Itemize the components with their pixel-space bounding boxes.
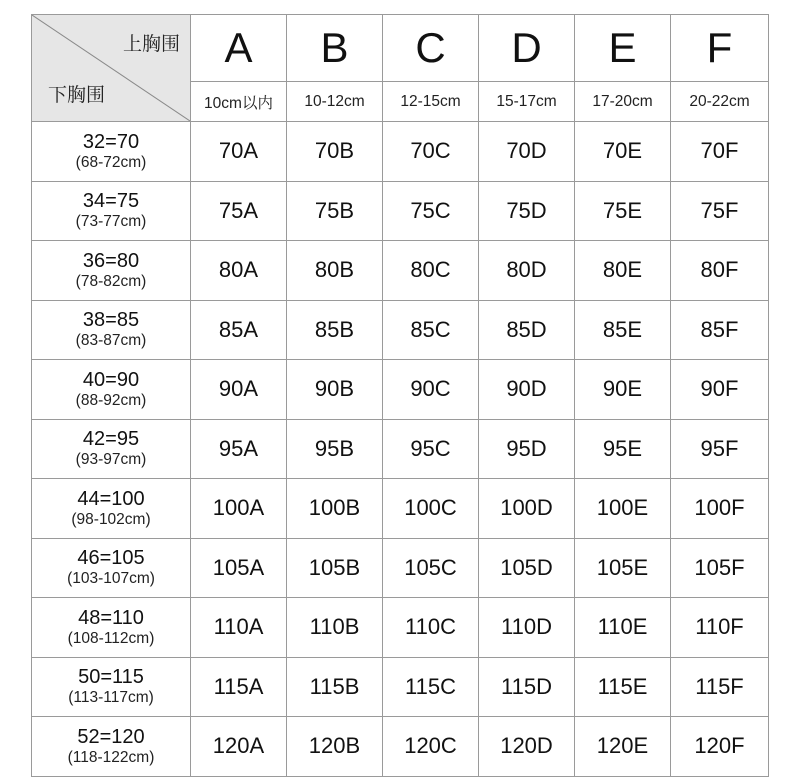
size-cell-e: 105E xyxy=(575,538,671,598)
table-row xyxy=(32,598,769,658)
size-cell-d: 90D xyxy=(479,360,575,420)
size-cell-b: 80B xyxy=(287,241,383,301)
band-cm-range: (98-102cm) xyxy=(71,510,151,528)
size-cell-c: 115C xyxy=(383,657,479,717)
table-row xyxy=(32,300,769,360)
size-cell-e: 90E xyxy=(575,360,671,420)
size-cell-a: 85A xyxy=(191,300,287,360)
band-size-cell xyxy=(32,598,191,658)
table-row xyxy=(32,538,769,598)
band-cm-range: (113-117cm) xyxy=(68,689,154,707)
cup-letter-row xyxy=(32,15,769,82)
table-row xyxy=(32,657,769,717)
band-size-label: 48=110 xyxy=(78,606,144,629)
size-cell-c: 120C xyxy=(383,717,479,777)
table-row xyxy=(32,360,769,420)
size-cell-a: 80A xyxy=(191,241,287,301)
band-size-label: 38=85 xyxy=(82,309,140,332)
band-size-cell xyxy=(32,181,191,241)
band-size-label: 40=90 xyxy=(82,368,140,391)
size-cell-c: 80C xyxy=(383,241,479,301)
size-cell-e: 95E xyxy=(575,419,671,479)
size-cell-e: 120E xyxy=(575,717,671,777)
table-row xyxy=(32,122,769,182)
size-cell-c: 105C xyxy=(383,538,479,598)
size-cell-c: 70C xyxy=(383,122,479,182)
band-size-label: 46=105 xyxy=(77,547,145,570)
size-cell-c: 95C xyxy=(383,419,479,479)
size-cell-e: 110E xyxy=(575,598,671,658)
size-cell-f: 70F xyxy=(671,122,769,182)
band-size-cell xyxy=(32,122,191,182)
size-cell-c: 75C xyxy=(383,181,479,241)
cup-range-e: 17-20cm xyxy=(575,82,671,122)
size-cell-f: 95F xyxy=(671,419,769,479)
band-size-label: 50=115 xyxy=(78,666,144,689)
size-cell-a: 95A xyxy=(191,419,287,479)
band-cm-range: (93-97cm) xyxy=(75,451,147,469)
size-cell-e: 115E xyxy=(575,657,671,717)
band-cm-range: (78-82cm) xyxy=(75,272,147,290)
cup-range-a: 10cm以内 xyxy=(191,82,287,122)
size-cell-b: 90B xyxy=(287,360,383,420)
size-cell-a: 70A xyxy=(191,122,287,182)
table-row xyxy=(32,181,769,241)
size-cell-e: 80E xyxy=(575,241,671,301)
size-cell-c: 85C xyxy=(383,300,479,360)
size-cell-c: 110C xyxy=(383,598,479,658)
cup-range-b: 10-12cm xyxy=(287,82,383,122)
size-cell-d: 115D xyxy=(479,657,575,717)
size-cell-d: 80D xyxy=(479,241,575,301)
size-cell-a: 100A xyxy=(191,479,287,539)
cup-letter-a: A xyxy=(191,15,287,82)
band-axis-label: 下胸围 xyxy=(48,85,106,106)
size-cell-f: 90F xyxy=(671,360,769,420)
band-size-cell xyxy=(32,657,191,717)
size-cell-d: 120D xyxy=(479,717,575,777)
size-cell-e: 75E xyxy=(575,181,671,241)
size-cell-f: 115F xyxy=(671,657,769,717)
band-size-label: 44=100 xyxy=(77,487,145,510)
cup-range-c: 12-15cm xyxy=(383,82,479,122)
band-size-label: 42=95 xyxy=(82,428,140,451)
size-cell-a: 105A xyxy=(191,538,287,598)
cup-axis-label: 上胸围 xyxy=(122,34,180,55)
cup-letter-b: B xyxy=(287,15,383,82)
size-cell-c: 90C xyxy=(383,360,479,420)
size-cell-a: 110A xyxy=(191,598,287,658)
size-cell-a: 90A xyxy=(191,360,287,420)
cup-range-f: 20-22cm xyxy=(671,82,769,122)
size-cell-d: 95D xyxy=(479,419,575,479)
size-cell-b: 95B xyxy=(287,419,383,479)
size-cell-d: 100D xyxy=(479,479,575,539)
table-row xyxy=(32,479,769,539)
size-cell-e: 85E xyxy=(575,300,671,360)
size-cell-d: 85D xyxy=(479,300,575,360)
size-cell-b: 120B xyxy=(287,717,383,777)
bra-size-table xyxy=(31,14,769,777)
size-cell-f: 120F xyxy=(671,717,769,777)
cup-range-d: 15-17cm xyxy=(479,82,575,122)
band-cm-range: (103-107cm) xyxy=(67,570,155,588)
size-cell-d: 110D xyxy=(479,598,575,658)
size-cell-a: 115A xyxy=(191,657,287,717)
band-size-cell xyxy=(32,479,191,539)
size-cell-b: 70B xyxy=(287,122,383,182)
size-cell-b: 100B xyxy=(287,479,383,539)
size-cell-a: 120A xyxy=(191,717,287,777)
table-row xyxy=(32,717,769,777)
size-cell-c: 100C xyxy=(383,479,479,539)
size-cell-b: 105B xyxy=(287,538,383,598)
band-size-label: 36=80 xyxy=(82,249,140,272)
size-cell-f: 105F xyxy=(671,538,769,598)
band-cm-range: (108-112cm) xyxy=(67,629,155,647)
band-size-cell xyxy=(32,360,191,420)
size-cell-a: 75A xyxy=(191,181,287,241)
band-cm-range: (73-77cm) xyxy=(75,213,147,231)
band-size-cell xyxy=(32,241,191,301)
size-cell-d: 70D xyxy=(479,122,575,182)
table-row xyxy=(32,241,769,301)
band-size-cell xyxy=(32,717,191,777)
corner-header-cell xyxy=(32,15,191,122)
size-cell-b: 85B xyxy=(287,300,383,360)
band-size-label: 34=75 xyxy=(82,190,140,213)
size-cell-f: 80F xyxy=(671,241,769,301)
size-cell-d: 75D xyxy=(479,181,575,241)
band-cm-range: (118-122cm) xyxy=(67,748,155,766)
size-cell-f: 100F xyxy=(671,479,769,539)
band-size-cell xyxy=(32,538,191,598)
table-row xyxy=(32,419,769,479)
band-size-cell xyxy=(32,419,191,479)
size-cell-f: 110F xyxy=(671,598,769,658)
band-cm-range: (68-72cm) xyxy=(75,153,147,171)
size-cell-f: 85F xyxy=(671,300,769,360)
size-cell-e: 100E xyxy=(575,479,671,539)
size-cell-b: 110B xyxy=(287,598,383,658)
size-cell-d: 105D xyxy=(479,538,575,598)
size-cell-b: 75B xyxy=(287,181,383,241)
band-size-cell xyxy=(32,300,191,360)
size-cell-e: 70E xyxy=(575,122,671,182)
band-cm-range: (88-92cm) xyxy=(75,391,147,409)
cup-letter-f: F xyxy=(671,15,769,82)
size-cell-b: 115B xyxy=(287,657,383,717)
size-cell-f: 75F xyxy=(671,181,769,241)
band-size-label: 52=120 xyxy=(77,725,145,748)
cup-letter-c: C xyxy=(383,15,479,82)
cup-letter-e: E xyxy=(575,15,671,82)
band-cm-range: (83-87cm) xyxy=(75,332,147,350)
band-size-label: 32=70 xyxy=(82,130,140,153)
cup-letter-d: D xyxy=(479,15,575,82)
